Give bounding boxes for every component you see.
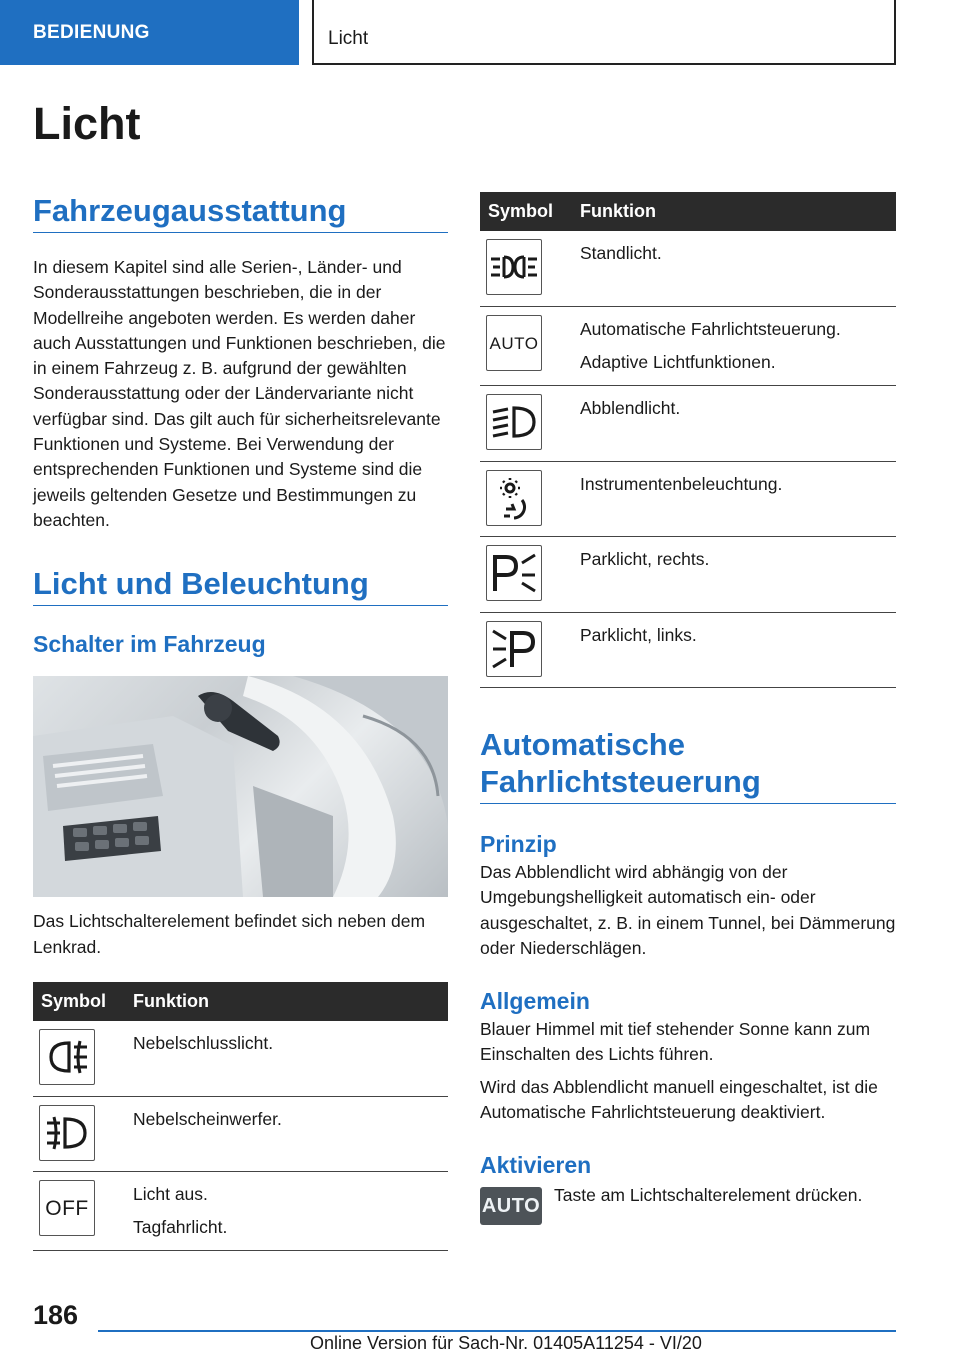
- row-text: Abblendlicht.: [580, 398, 681, 418]
- equipment-heading: Fahrzeugausstattung: [33, 192, 448, 233]
- row-text: Parklicht, links.: [580, 624, 697, 645]
- footer-rule: [98, 1330, 896, 1332]
- row-text: Standlicht.: [580, 243, 662, 263]
- photo-caption: Das Lichtschalterelement befindet sich neben dem Lenkrad.: [33, 911, 426, 957]
- off-icon: OFF: [39, 1180, 95, 1236]
- parking-lights-icon: [486, 239, 542, 295]
- right-column: [480, 192, 896, 1225]
- row-text: Nebelscheinwerfer.: [133, 1108, 282, 1129]
- row-text: Licht aus.: [133, 1184, 208, 1205]
- equipment-text: In diesem Kapitel sind alle Serien-, Länder- und Sonderausstattungen beschrieben, die in der Modellreihe angeboten werden. Es werden daher auch Ausstattungen und Funktionen beschrieben, die in einem Fahrzeug z. B. aufgrund der gewählten Sonderausstattung oder der Ländervariante nicht verfügbar sind. Das gilt auch für sicherheitsrelevante Funktionen und Systeme. Bei Verwendung der entsprechenden Funktionen und Systeme sind die jeweils geltenden Gesetze und Bestimmungen zu beachten.: [33, 257, 446, 530]
- activate-row: [480, 1183, 896, 1225]
- light-heading: Licht und Beleuchtung: [33, 565, 448, 606]
- table-row: [480, 461, 896, 537]
- table-row: [480, 307, 896, 386]
- table-row: [480, 537, 896, 613]
- section-tab: BEDIENUNG: [0, 0, 299, 65]
- activate-text: Taste am Lichtschalterelement drücken.: [554, 1185, 863, 1206]
- auto-heading: Automatische Fahrlichtsteuerung: [480, 726, 896, 804]
- principle-heading: Prinzip: [480, 831, 557, 857]
- front-fog-light-icon: [39, 1105, 95, 1161]
- table-row: [33, 1021, 448, 1097]
- table-row: [33, 1096, 448, 1172]
- principle-text: Das Abblendlicht wird abhängig von der Umgebungshelligkeit automatisch ein- oder ausgeschaltet, z. B. in einem Tunnel, bei Dämmerung oder Niederschlägen.: [480, 862, 896, 958]
- row-text: Automatische Fahrlichtsteuerung.: [580, 319, 841, 339]
- col-symbol: Symbol: [33, 982, 125, 1021]
- col-function: Funktion: [572, 192, 896, 231]
- col-function: Funktion: [125, 982, 448, 1021]
- instrument-lighting-icon: [486, 470, 542, 526]
- row-text: Instrumentenbeleuchtung.: [580, 473, 783, 494]
- general-heading: Allgemein: [480, 988, 590, 1015]
- row-text: Parklicht, rechts.: [580, 549, 710, 569]
- row-text: Nebelschlusslicht.: [133, 1032, 274, 1053]
- footer-text: Online Version für Sach-Nr. 01405A11254 - VI/20: [310, 1333, 702, 1353]
- parking-light-left-icon: [486, 621, 542, 677]
- table-row: [480, 386, 896, 462]
- symbol-table-left: [33, 982, 448, 1252]
- row-text: Adaptive Lichtfunktionen.: [580, 352, 776, 372]
- page-title: Licht: [33, 98, 141, 149]
- switch-heading: Schalter im Fahrzeug: [33, 631, 266, 658]
- symbol-table-right: [480, 192, 896, 688]
- table-row: [480, 612, 896, 688]
- parking-light-right-icon: [486, 545, 542, 601]
- auto-icon: AUTO: [486, 315, 542, 371]
- page-number: 186: [33, 1300, 79, 1330]
- general-text-2: Wird das Abblendlicht manuell eingeschaltet, ist die Automatische Fahrlichtsteuerung deaktiviert.: [480, 1076, 878, 1123]
- table-row: [33, 1172, 448, 1251]
- col-symbol: Symbol: [480, 192, 572, 231]
- left-column: [33, 192, 448, 1251]
- table-row: [480, 231, 896, 307]
- rear-fog-light-icon: [39, 1029, 95, 1085]
- general-text-1: Blauer Himmel mit tief stehender Sonne kann zum Einschalten des Lichts führen.: [480, 1019, 871, 1065]
- activate-heading: Aktivieren: [480, 1152, 592, 1179]
- dashboard-illustration: [33, 676, 448, 897]
- row-text: Tagfahrlicht.: [133, 1217, 228, 1238]
- light-switch-photo: [33, 676, 448, 897]
- low-beam-icon: [486, 394, 542, 450]
- auto-button-icon: AUTO: [480, 1187, 542, 1225]
- chapter-tab: Licht: [312, 0, 896, 65]
